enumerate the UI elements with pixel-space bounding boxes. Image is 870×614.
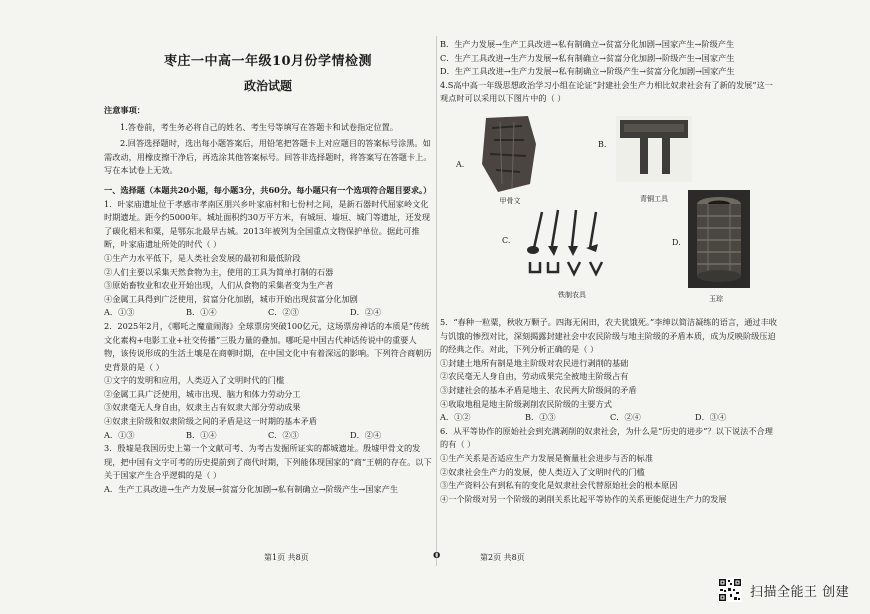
statement-item: ②农民毫无人身自由，劳动成果完全被地主阶级占有: [440, 371, 629, 382]
statement-item: ②人们主要以采集天然食物为主，使用的工具为简单打制的石器: [104, 266, 334, 277]
figure-caption: 甲骨文: [499, 196, 521, 205]
statement-item: ①生产关系是否适应生产力发展是衡量社会进步与否的标准: [440, 452, 653, 463]
figure-letter: D.: [672, 237, 681, 247]
option: D．③④: [695, 412, 727, 423]
answer-options: [440, 411, 780, 425]
option: A．①②: [440, 412, 471, 423]
option: D．②④: [350, 429, 382, 440]
watermark-text: 扫描全能王 创建: [750, 584, 850, 600]
figure-caption: 玉琮: [709, 294, 723, 303]
statement-item: ③生产资料公有到私有的变化是奴隶社会代替原始社会的根本原因: [440, 480, 678, 491]
notes-heading: 注意事项：: [104, 105, 145, 115]
statement-item: ②奴隶社会生产力的发展，使人类迈入了文明时代的门槛: [440, 466, 645, 477]
option: B．①④: [186, 307, 217, 318]
iron-tools-image: [524, 206, 614, 286]
question-stem: 4.S高中高一年级思想政治学习小组在论证“封建社会生产力相比奴隶社会有了新的发展”这一观点时可以采用以下图片中的（ ）: [440, 79, 773, 104]
question-stem: 6．从平等协作的原始社会到充满剥削的奴隶社会，为什么是“历史的进步”？以下说法不合理的有（ ）: [440, 425, 773, 450]
option-line: C．生产工具改进→生产力发展→私有制确立→贫富分化加剧→阶级产生→国家产生: [440, 52, 735, 63]
figure-letter: C.: [502, 235, 511, 245]
statement-item: A．生产工具改进→生产力发展→贫富分化加剧→私有制确立→阶级产生→国家产生: [104, 484, 399, 495]
jade-cong-image: [688, 190, 750, 288]
right-column: [440, 38, 780, 506]
option: C．②③: [268, 307, 299, 318]
option: A．①③: [104, 307, 135, 318]
option: D．②④: [350, 307, 382, 318]
oracle-bone-image: [478, 114, 538, 194]
option-line: B．生产力发展→生产工具改进→私有制确立→贫富分化加剧→国家产生→阶级产生: [440, 39, 735, 49]
column-divider: [436, 36, 437, 566]
option: A．①③: [104, 429, 135, 440]
option: C．②④: [610, 412, 641, 423]
option-line: D．生产工具改进→生产力发展→私有制确立→阶级产生→贫富分化加剧→国家产生: [440, 66, 735, 77]
left-column: [104, 38, 432, 497]
statement-item: ③封建社会的基本矛盾是地主、农民两大阶级间的矛盾: [440, 384, 637, 395]
statement-item: ④奴隶主阶级和奴隶阶级之间的矛盾是这一时期的基本矛盾: [104, 416, 317, 427]
exam-subtitle: 政治试题: [243, 79, 292, 93]
statement-item: ①文字的发明和应用，人类迈入了文明时代的门槛: [104, 375, 285, 386]
figure-caption: 铁制农具: [558, 290, 586, 299]
statement-item: ④金属工具得到广泛使用，贫富分化加剧，城市开始出现贫富分化加剧: [104, 293, 358, 304]
note-item: 1.答卷前，考生务必将自己的姓名、考生号等填写在答题卡和试卷指定位置。: [120, 121, 399, 132]
statement-item: ①生产力水平低下，是人类社会发展的最初和最低阶段: [104, 252, 301, 263]
fold-mark: o: [433, 548, 441, 561]
option: B．①④: [186, 429, 217, 440]
figure-letter: B.: [598, 139, 607, 149]
page-number-left: 第1页 共8页: [264, 553, 309, 562]
statement-item: ③原始畜牧业和农业开始出现，人们从食物的采集者变为生产者: [104, 280, 334, 291]
figure-letter: A.: [456, 159, 465, 169]
figure-caption: 青铜工具: [640, 194, 668, 203]
option: B．①③: [525, 412, 556, 423]
statement-item: ①封建土地所有制是地主阶级对农民进行剥削的基础: [440, 357, 629, 368]
statement-item: ④一个阶级对另一个阶级的剥削关系比起平等协作的关系更能促进生产力的发展: [440, 493, 727, 504]
option: C．②③: [268, 429, 299, 440]
scanner-watermark: [718, 578, 849, 602]
section-heading: 一、选择题（本题共20小题，每小题3分，共60分。每小题只有一个选项符合题目要求。）: [104, 184, 432, 195]
page-number-right: 第2页 共8页: [480, 553, 525, 562]
bronze-tools-image: [614, 114, 694, 184]
question-stem: 5．“春种一粒粟，秋收万颗子。四海无闲田，农夫犹饿死。”李绅以简洁凝练的语言，通过丰收与饥饿的惨烈对比，深刻揭露封建社会中农民阶级与地主阶级的矛盾本质，成为反映阶级压迫的经典之作。对此，下列分析正确的是（ ）: [440, 316, 777, 355]
note-item: 2.回答选择题时，选出每小题答案后，用铅笔把答题卡上对应题目的答案标号涂黑。如需改动，用橡皮擦干净后，再选涂其他答案标号。回答非选择题时，将答案写在答题卡上。写在本试卷上无效。: [104, 138, 432, 176]
question-stem: 2．2025年2月，《哪吒之魔童闹海》全球票房突破100亿元，这场票房神话的本质是“传统文化素构+电影工业+社交传播”三股力量的叠加。哪吒是中国古代神话传说中的重要人物，该传说形成的生活土壤是在商朝时期，在中国文化中有着深远的影响。下列符合商朝历史背景的是（ ）: [104, 320, 432, 372]
figure-area: [440, 110, 780, 310]
answer-options: [104, 429, 432, 443]
question-stem: 3．殷墟是我国历史上第一个文献可考、为考古发掘所证实的都城遗址。殷墟甲骨文的发现，把中国有文字可考的历史提前到了商代时期，下列能体现国家的“商”王朝的存在。以下关于国家产生合乎逻辑的是（ ）: [104, 443, 432, 481]
statement-item: ④收取地租是地主阶级剥削农民阶级的主要方式: [440, 398, 612, 409]
exam-title: 枣庄一中高一年级10月份学情检测: [163, 54, 373, 69]
answer-options: [104, 306, 432, 320]
question-stem: 1．叶家庙遗址位于孝感市孝南区朋兴乡叶家庙村和七份村之间，是新石器时代屈家岭文化时期遗址。距今约5000年。城址面积约30万平方米，有城垣、墙垣、城门等遗址，还发现了碳化稻米和粟，是鄂东北最早古城。2013年被列为全国重点文物保护单位。据此可推断，叶家庙遗址所处的时代（ ）: [104, 198, 431, 250]
statement-item: ②金属工具广泛使用，城市出现、脑力和体力劳动分工: [104, 388, 301, 399]
qr-code-icon: [718, 578, 742, 602]
statement-item: ③奴隶毫无人身自由，奴隶主占有奴隶大部分劳动成果: [104, 402, 301, 413]
